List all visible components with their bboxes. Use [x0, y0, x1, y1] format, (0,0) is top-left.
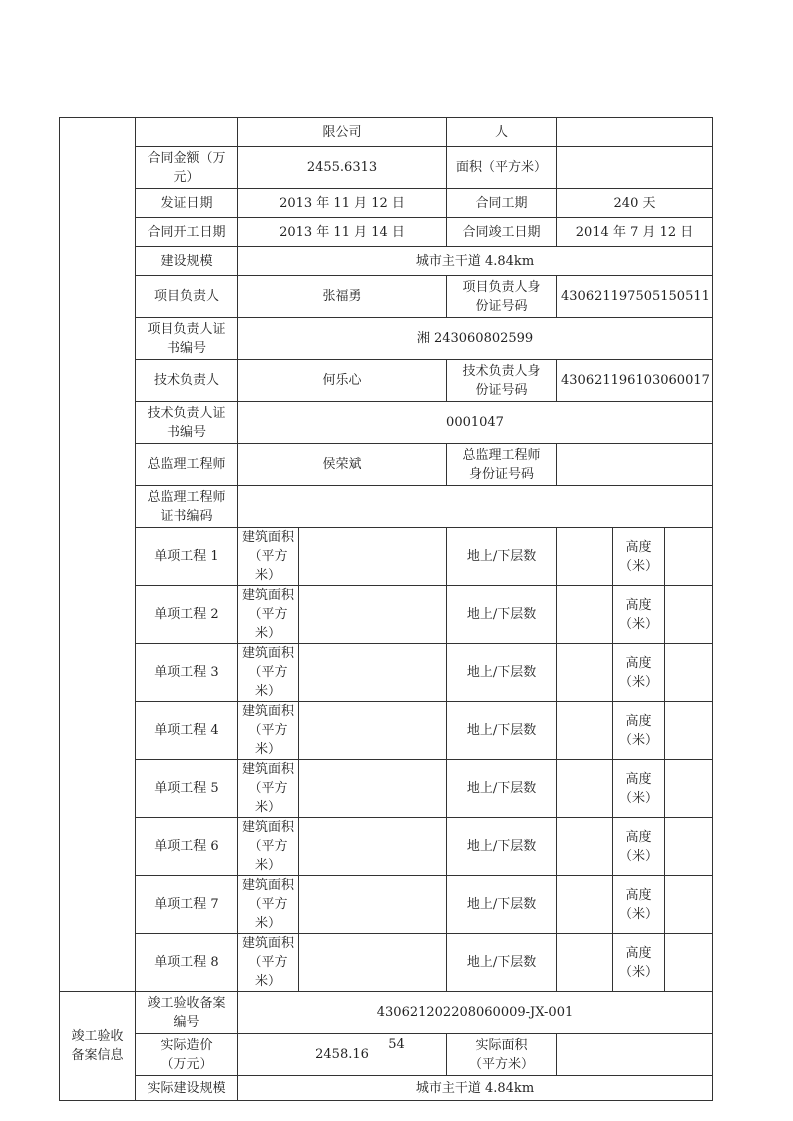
record-no-value: 430621202208060009-JX-001 [238, 992, 713, 1034]
single-project-area-label: 建筑面积 （平方米） [238, 934, 299, 992]
area-value [557, 147, 713, 189]
chief-supervisor-value: 侯荣斌 [238, 444, 447, 486]
scale-label: 建设规模 [136, 247, 238, 276]
table-row [60, 444, 713, 486]
chief-supervisor-id-value [557, 444, 713, 486]
single-project-area-label: 建筑面积 （平方米） [238, 644, 299, 702]
single-project-floors-label: 地上/下层数 [447, 934, 557, 992]
single-project-name: 单项工程 4 [136, 702, 238, 760]
single-project-height-value [665, 528, 713, 586]
contract-period-value: 240 天 [557, 189, 713, 218]
table-row [60, 402, 713, 444]
single-project-row [60, 528, 713, 586]
single-project-name: 单项工程 7 [136, 876, 238, 934]
single-project-height-label: 高度 （米） [613, 528, 665, 586]
project-manager-id-value: 430621197505150511 [557, 276, 713, 318]
single-project-floors-value [557, 702, 613, 760]
single-project-height-value [665, 644, 713, 702]
value-cell: 限公司 [238, 118, 447, 147]
single-project-height-value [665, 702, 713, 760]
project-manager-label: 项目负责人 [136, 276, 238, 318]
end-date-label: 合同竣工日期 [447, 218, 557, 247]
project-manager-id-label: 项目负责人身 份证号码 [447, 276, 557, 318]
actual-cost-value: 2458.16 [238, 1034, 447, 1076]
area-label: 面积（平方米） [447, 147, 557, 189]
single-project-floors-value [557, 818, 613, 876]
single-project-floors-label: 地上/下层数 [447, 644, 557, 702]
single-project-height-label: 高度 （米） [613, 818, 665, 876]
pm-cert-value: 湘 243060802599 [238, 318, 713, 360]
single-project-height-value [665, 818, 713, 876]
page-number: 54 [388, 1037, 405, 1052]
single-project-height-label: 高度 （米） [613, 760, 665, 818]
single-project-name: 单项工程 3 [136, 644, 238, 702]
section-cell-empty [60, 118, 136, 992]
single-project-height-label: 高度 （米） [613, 876, 665, 934]
single-project-floors-label: 地上/下层数 [447, 528, 557, 586]
chief-supervisor-label: 总监理工程师 [136, 444, 238, 486]
table-row [60, 318, 713, 360]
single-project-area-value [299, 760, 447, 818]
single-project-floors-value [557, 528, 613, 586]
actual-area-label: 实际面积 （平方米） [447, 1034, 557, 1076]
start-date-label: 合同开工日期 [136, 218, 238, 247]
tech-manager-id-value: 430621196103060017 [557, 360, 713, 402]
single-project-area-label: 建筑面积 （平方米） [238, 528, 299, 586]
scale-value: 城市主干道 4.84km [238, 247, 713, 276]
single-project-area-label: 建筑面积 （平方米） [238, 702, 299, 760]
record-no-label: 竣工验收备案 编号 [136, 992, 238, 1034]
single-project-row [60, 818, 713, 876]
table-row [60, 247, 713, 276]
single-project-area-value [299, 934, 447, 992]
single-project-row [60, 586, 713, 644]
single-project-row [60, 934, 713, 992]
table-row [60, 118, 713, 147]
supervisor-cert-value [238, 486, 713, 528]
single-project-floors-label: 地上/下层数 [447, 818, 557, 876]
single-project-name: 单项工程 2 [136, 586, 238, 644]
single-project-name: 单项工程 6 [136, 818, 238, 876]
single-project-floors-label: 地上/下层数 [447, 702, 557, 760]
table-row [60, 360, 713, 402]
single-project-row [60, 876, 713, 934]
single-project-height-value [665, 876, 713, 934]
tech-manager-value: 何乐心 [238, 360, 447, 402]
single-project-name: 单项工程 5 [136, 760, 238, 818]
end-date-value: 2014 年 7 月 12 日 [557, 218, 713, 247]
actual-scale-label: 实际建设规模 [136, 1076, 238, 1101]
start-date-value: 2013 年 11 月 14 日 [238, 218, 447, 247]
single-project-height-value [665, 586, 713, 644]
table-row [60, 218, 713, 247]
single-project-area-value [299, 702, 447, 760]
single-project-area-value [299, 876, 447, 934]
table-row [60, 147, 713, 189]
single-project-area-value [299, 528, 447, 586]
contract-period-label: 合同工期 [447, 189, 557, 218]
single-project-row [60, 760, 713, 818]
single-project-floors-value [557, 586, 613, 644]
completion-section-label: 竣工验收 备案信息 [60, 992, 136, 1101]
tech-cert-label: 技术负责人证 书编号 [136, 402, 238, 444]
single-project-floors-value [557, 760, 613, 818]
single-project-floors-value [557, 934, 613, 992]
single-project-height-label: 高度 （米） [613, 644, 665, 702]
table-row [60, 992, 713, 1034]
label-cell: 人 [447, 118, 557, 147]
single-project-height-label: 高度 （米） [613, 586, 665, 644]
table-row [60, 189, 713, 218]
chief-supervisor-id-label: 总监理工程师 身份证号码 [447, 444, 557, 486]
value-cell [557, 118, 713, 147]
single-project-height-label: 高度 （米） [613, 702, 665, 760]
single-project-area-label: 建筑面积 （平方米） [238, 586, 299, 644]
tech-cert-value: 0001047 [238, 402, 713, 444]
single-project-area-label: 建筑面积 （平方米） [238, 818, 299, 876]
single-project-floors-value [557, 876, 613, 934]
table-row [60, 486, 713, 528]
issue-date-label: 发证日期 [136, 189, 238, 218]
project-record-table [59, 117, 713, 1101]
label-cell [136, 118, 238, 147]
pm-cert-label: 项目负责人证 书编号 [136, 318, 238, 360]
supervisor-cert-label: 总监理工程师 证书编码 [136, 486, 238, 528]
single-project-area-value [299, 644, 447, 702]
single-project-floors-value [557, 644, 613, 702]
single-project-floors-label: 地上/下层数 [447, 586, 557, 644]
actual-cost-label: 实际造价 （万元） [136, 1034, 238, 1076]
actual-scale-value: 城市主干道 4.84km [238, 1076, 713, 1101]
single-project-floors-label: 地上/下层数 [447, 876, 557, 934]
single-project-area-label: 建筑面积 （平方米） [238, 760, 299, 818]
single-project-area-value [299, 818, 447, 876]
contract-amount-label: 合同金额（万 元） [136, 147, 238, 189]
tech-manager-id-label: 技术负责人身 份证号码 [447, 360, 557, 402]
table-row [60, 1076, 713, 1101]
single-project-area-label: 建筑面积 （平方米） [238, 876, 299, 934]
single-project-height-value [665, 934, 713, 992]
table-row [60, 276, 713, 318]
single-project-row [60, 702, 713, 760]
single-project-name: 单项工程 8 [136, 934, 238, 992]
contract-amount-value: 2455.6313 [238, 147, 447, 189]
single-project-name: 单项工程 1 [136, 528, 238, 586]
single-project-area-value [299, 586, 447, 644]
single-project-height-label: 高度 （米） [613, 934, 665, 992]
single-project-row [60, 644, 713, 702]
tech-manager-label: 技术负责人 [136, 360, 238, 402]
project-manager-value: 张福勇 [238, 276, 447, 318]
issue-date-value: 2013 年 11 月 12 日 [238, 189, 447, 218]
single-project-height-value [665, 760, 713, 818]
single-project-floors-label: 地上/下层数 [447, 760, 557, 818]
